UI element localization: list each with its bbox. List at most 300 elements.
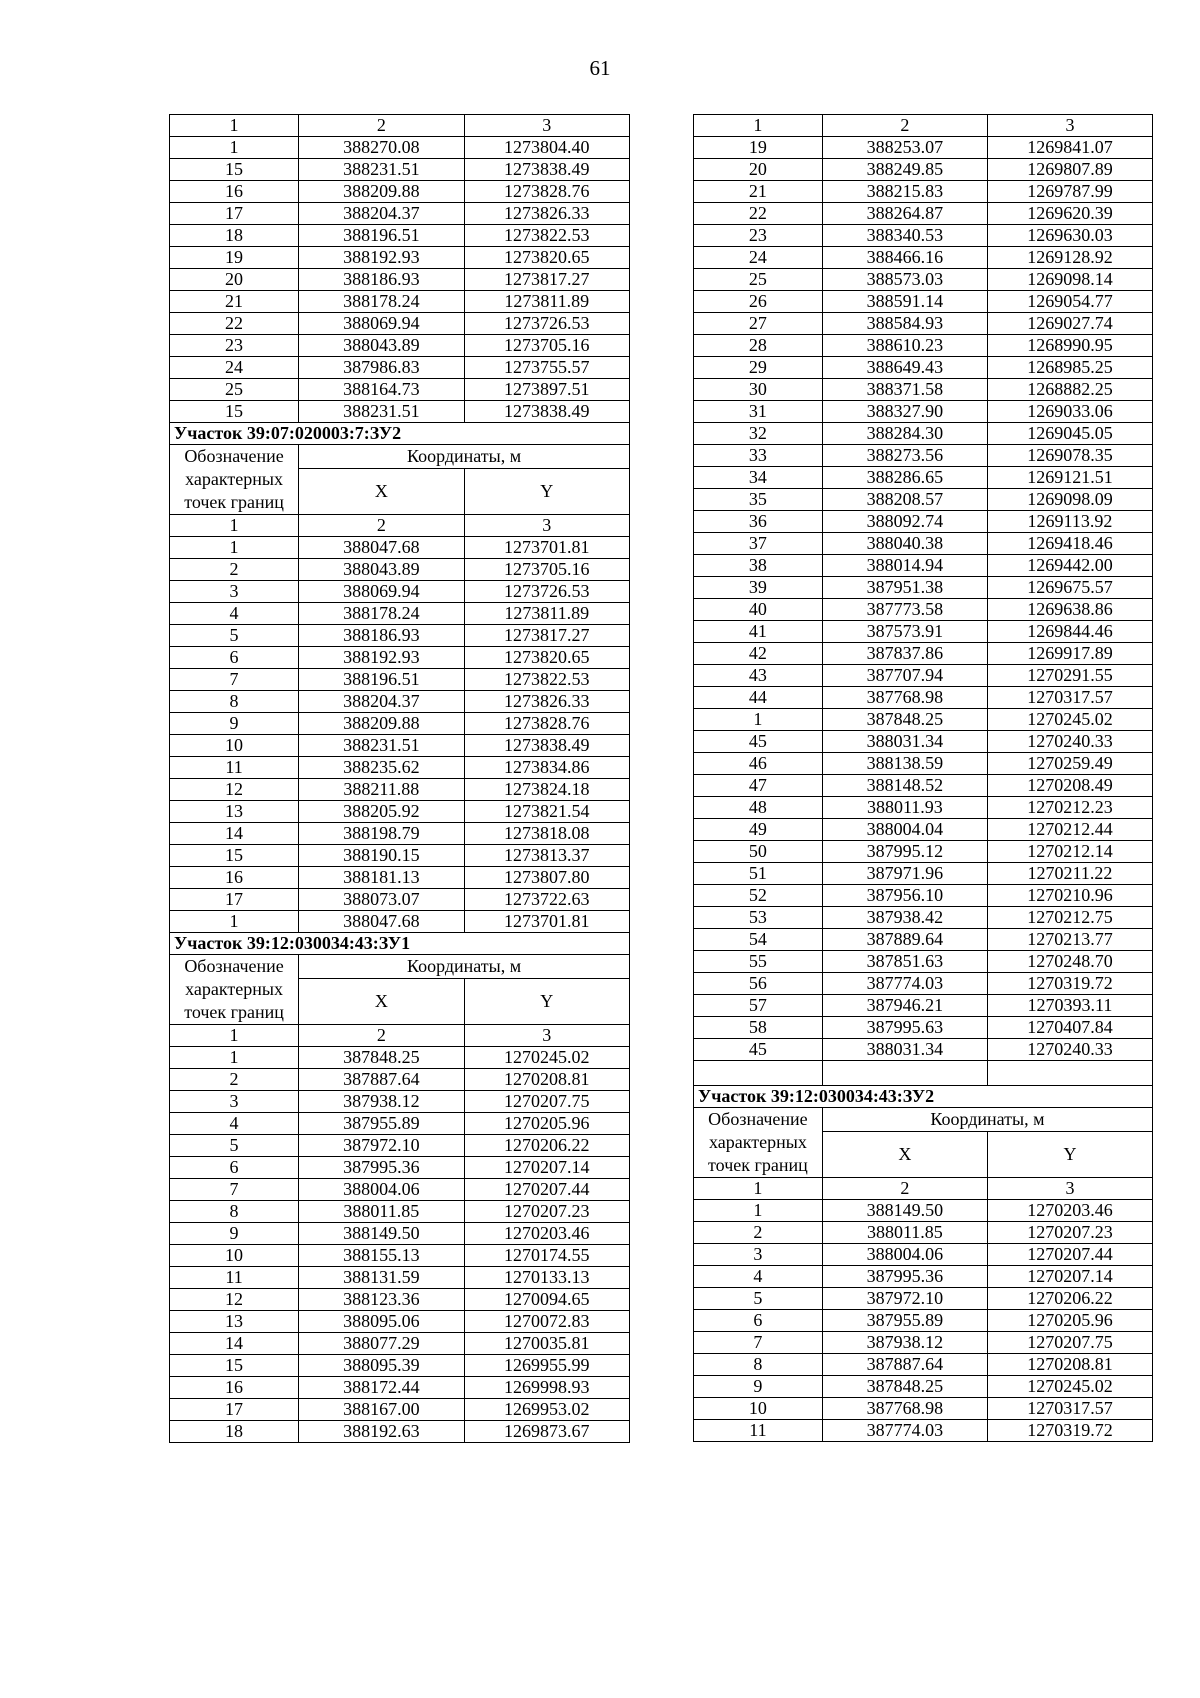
table-row: [170, 801, 630, 823]
y-coordinate-cell: 1273705.16: [464, 559, 629, 581]
point-number-cell: 23: [694, 225, 823, 247]
y-coordinate-cell: 1270393.11: [987, 995, 1152, 1017]
point-number-cell: 6: [170, 1157, 299, 1179]
column-number-row: [170, 515, 630, 537]
x-coordinate-cell: 388466.16: [822, 247, 987, 269]
table-row: [694, 555, 1153, 577]
point-number-cell: 9: [694, 1376, 823, 1398]
point-number-cell: 1: [170, 1047, 299, 1069]
x-coordinate-cell: 388270.08: [299, 137, 464, 159]
y-coordinate-cell: 1270072.83: [464, 1311, 629, 1333]
y-coordinate-cell: 1273811.89: [464, 291, 629, 313]
table-row: [170, 1289, 630, 1311]
table-row: [694, 1376, 1153, 1398]
y-coordinate-cell: 1273826.33: [464, 203, 629, 225]
table-row: [170, 1069, 630, 1091]
y-coordinate-cell: 1270319.72: [987, 1420, 1152, 1442]
y-coordinate-cell: 1273817.27: [464, 269, 629, 291]
column-number-cell: 2: [822, 115, 987, 137]
table-row: [170, 867, 630, 889]
table-row: [694, 379, 1153, 401]
table-row: [170, 691, 630, 713]
x-header: X: [822, 1131, 987, 1177]
column-number-cell: 1: [694, 115, 823, 137]
x-coordinate-cell: 388069.94: [299, 313, 464, 335]
x-coordinate-cell: 388253.07: [822, 137, 987, 159]
y-coordinate-cell: 1270213.77: [987, 929, 1152, 951]
y-coordinate-cell: 1273824.18: [464, 779, 629, 801]
y-coordinate-cell: 1270207.23: [987, 1222, 1152, 1244]
point-number-cell: 56: [694, 973, 823, 995]
table-row: [694, 929, 1153, 951]
table-row: [694, 489, 1153, 511]
y-coordinate-cell: 1270240.33: [987, 731, 1152, 753]
point-number-cell: 55: [694, 951, 823, 973]
point-number-cell: 26: [694, 291, 823, 313]
point-number-cell: 48: [694, 797, 823, 819]
point-number-cell: 31: [694, 401, 823, 423]
table-row: [170, 581, 630, 603]
y-coordinate-cell: 1273722.63: [464, 889, 629, 911]
y-coordinate-cell: 1270174.55: [464, 1245, 629, 1267]
table-row: [170, 225, 630, 247]
column-number-cell: 1: [170, 1025, 299, 1047]
x-coordinate-cell: 388215.83: [822, 181, 987, 203]
point-number-cell: 27: [694, 313, 823, 335]
y-coordinate-cell: 1270207.14: [987, 1266, 1152, 1288]
point-number-cell: 12: [170, 1289, 299, 1311]
table-row: [694, 533, 1153, 555]
y-coordinate-cell: 1269121.51: [987, 467, 1152, 489]
y-coordinate-cell: 1270248.70: [987, 951, 1152, 973]
x-coordinate-cell: 388069.94: [299, 581, 464, 603]
point-number-cell: 17: [170, 1399, 299, 1421]
x-header: X: [299, 468, 464, 514]
y-coordinate-cell: 1273838.49: [464, 735, 629, 757]
point-number-cell: 1: [694, 709, 823, 731]
table-row: [694, 863, 1153, 885]
point-number-cell: 3: [170, 581, 299, 603]
table-row: [694, 181, 1153, 203]
y-coordinate-cell: 1269638.86: [987, 599, 1152, 621]
header-row: [170, 445, 630, 469]
y-coordinate-cell: 1270291.55: [987, 665, 1152, 687]
y-coordinate-cell: 1269027.74: [987, 313, 1152, 335]
point-number-cell: 11: [170, 757, 299, 779]
x-coordinate-cell: 388211.88: [299, 779, 464, 801]
point-number-cell: 57: [694, 995, 823, 1017]
x-coordinate-cell: 387774.03: [822, 1420, 987, 1442]
points-designation-header: Обозначение характерных точек границ: [170, 445, 299, 515]
point-number-cell: 13: [170, 1311, 299, 1333]
y-coordinate-cell: 1273817.27: [464, 625, 629, 647]
table-row: [170, 247, 630, 269]
x-coordinate-cell: 388014.94: [822, 555, 987, 577]
y-coordinate-cell: 1270210.96: [987, 885, 1152, 907]
point-number-cell: 8: [170, 1201, 299, 1223]
table-row: [694, 621, 1153, 643]
y-coordinate-cell: 1269807.89: [987, 159, 1152, 181]
y-coordinate-cell: 1273818.08: [464, 823, 629, 845]
column-number-cell: 2: [299, 1025, 464, 1047]
x-coordinate-cell: 387995.12: [822, 841, 987, 863]
y-coordinate-cell: 1270208.49: [987, 775, 1152, 797]
y-coordinate-cell: 1273804.40: [464, 137, 629, 159]
x-coordinate-cell: 388192.93: [299, 247, 464, 269]
x-coordinate-cell: 388043.89: [299, 335, 464, 357]
table-row: [170, 603, 630, 625]
point-number-cell: 21: [694, 181, 823, 203]
x-coordinate-cell: 387951.38: [822, 577, 987, 599]
table-row: [694, 643, 1153, 665]
point-number-cell: 45: [694, 731, 823, 753]
table-row: [170, 1091, 630, 1113]
x-coordinate-cell: 388284.30: [822, 423, 987, 445]
x-coordinate-cell: 388209.88: [299, 181, 464, 203]
header-row: [170, 955, 630, 979]
x-coordinate-cell: 388043.89: [299, 559, 464, 581]
y-coordinate-cell: 1270206.22: [987, 1288, 1152, 1310]
table-row: [170, 1355, 630, 1377]
x-coordinate-cell: 388573.03: [822, 269, 987, 291]
y-coordinate-cell: 1270212.23: [987, 797, 1152, 819]
table-row: [694, 511, 1153, 533]
table-row: [694, 1288, 1153, 1310]
table-row: [694, 1398, 1153, 1420]
point-number-cell: 1: [170, 911, 299, 933]
table-row: [170, 1333, 630, 1355]
x-coordinate-cell: 388011.93: [822, 797, 987, 819]
column-number-cell: 3: [464, 115, 629, 137]
table-row: [694, 885, 1153, 907]
x-coordinate-cell: 387955.89: [822, 1310, 987, 1332]
table-row: [694, 709, 1153, 731]
y-coordinate-cell: 1270035.81: [464, 1333, 629, 1355]
page-number: 61: [589, 56, 611, 80]
x-coordinate-cell: 388138.59: [822, 753, 987, 775]
x-coordinate-cell: 387768.98: [822, 687, 987, 709]
x-coordinate-cell: 388095.39: [299, 1355, 464, 1377]
parcel-heading-row: [170, 933, 630, 955]
y-coordinate-cell: 1273897.51: [464, 379, 629, 401]
y-coordinate-cell: 1270245.02: [464, 1047, 629, 1069]
table-row: [694, 357, 1153, 379]
x-coordinate-cell: 387938.42: [822, 907, 987, 929]
point-number-cell: 16: [170, 181, 299, 203]
table-row: [694, 995, 1153, 1017]
table-row: [694, 599, 1153, 621]
y-coordinate-cell: 1273726.53: [464, 313, 629, 335]
table-row: [694, 577, 1153, 599]
y-coordinate-cell: 1269045.05: [987, 423, 1152, 445]
y-coordinate-cell: 1273828.76: [464, 181, 629, 203]
y-coordinate-cell: 1270207.75: [987, 1332, 1152, 1354]
point-number-cell: 7: [170, 669, 299, 691]
table-row: [694, 1354, 1153, 1376]
point-number-cell: 30: [694, 379, 823, 401]
table-row: [170, 1113, 630, 1135]
table-row: [694, 159, 1153, 181]
parcel-heading: Участок 39:07:020003:7:ЗУ2: [170, 423, 630, 445]
table-row: [170, 1311, 630, 1333]
table-row: [170, 1399, 630, 1421]
point-number-cell: 32: [694, 423, 823, 445]
y-coordinate-cell: 1269620.39: [987, 203, 1152, 225]
table-row: [694, 1017, 1153, 1039]
y-header: Y: [464, 978, 629, 1024]
point-number-cell: 15: [170, 159, 299, 181]
table-row: [170, 335, 630, 357]
y-coordinate-cell: 1270317.57: [987, 1398, 1152, 1420]
y-coordinate-cell: 1273701.81: [464, 537, 629, 559]
point-number-cell: 13: [170, 801, 299, 823]
y-coordinate-cell: 1269998.93: [464, 1377, 629, 1399]
parcel-heading: Участок 39:12:030034:43:ЗУ1: [170, 933, 630, 955]
x-coordinate-cell: 388031.34: [822, 1039, 987, 1061]
point-number-cell: 44: [694, 687, 823, 709]
y-coordinate-cell: 1270207.14: [464, 1157, 629, 1179]
table-row: [170, 137, 630, 159]
point-number-cell: 5: [694, 1288, 823, 1310]
table-row: [694, 423, 1153, 445]
y-coordinate-cell: 1270207.44: [987, 1244, 1152, 1266]
x-coordinate-cell: 387955.89: [299, 1113, 464, 1135]
y-coordinate-cell: 1269630.03: [987, 225, 1152, 247]
x-coordinate-cell: 388231.51: [299, 735, 464, 757]
column-number-cell: 3: [464, 515, 629, 537]
column-number-row: [694, 115, 1153, 137]
coordinates-header: Координаты, м: [299, 445, 630, 469]
x-coordinate-cell: 388190.15: [299, 845, 464, 867]
table-row: [694, 137, 1153, 159]
y-coordinate-cell: 1269844.46: [987, 621, 1152, 643]
y-coordinate-cell: 1270094.65: [464, 1289, 629, 1311]
x-coordinate-cell: 387887.64: [822, 1354, 987, 1376]
point-number-cell: 4: [694, 1266, 823, 1288]
x-coordinate-cell: 388181.13: [299, 867, 464, 889]
point-number-cell: 10: [694, 1398, 823, 1420]
table-row: [170, 735, 630, 757]
y-coordinate-cell: 1270207.44: [464, 1179, 629, 1201]
x-coordinate-cell: 388011.85: [299, 1201, 464, 1223]
x-coordinate-cell: 388192.63: [299, 1421, 464, 1443]
point-number-cell: 1: [170, 137, 299, 159]
point-number-cell: 6: [694, 1310, 823, 1332]
table-row: [694, 775, 1153, 797]
x-coordinate-cell: 387848.25: [822, 709, 987, 731]
table-row: [170, 889, 630, 911]
table-row: [170, 291, 630, 313]
point-number-cell: 5: [170, 1135, 299, 1157]
y-coordinate-cell: 1270245.02: [987, 1376, 1152, 1398]
x-coordinate-cell: 388167.00: [299, 1399, 464, 1421]
table-row: [694, 1310, 1153, 1332]
point-number-cell: 7: [694, 1332, 823, 1354]
column-number-cell: 3: [987, 115, 1152, 137]
y-coordinate-cell: 1270208.81: [987, 1354, 1152, 1376]
table-row: [694, 1039, 1153, 1061]
y-coordinate-cell: 1273828.76: [464, 713, 629, 735]
point-number-cell: 37: [694, 533, 823, 555]
column-number-row: [694, 1178, 1153, 1200]
x-coordinate-cell: 388178.24: [299, 291, 464, 313]
point-number-cell: 45: [694, 1039, 823, 1061]
x-coordinate-cell: 387848.25: [299, 1047, 464, 1069]
table-row: [694, 269, 1153, 291]
x-coordinate-cell: 388123.36: [299, 1289, 464, 1311]
header-row: [694, 1108, 1153, 1132]
y-coordinate-cell: 1269675.57: [987, 577, 1152, 599]
x-coordinate-cell: 388031.34: [822, 731, 987, 753]
y-coordinate-cell: 1270205.96: [987, 1310, 1152, 1332]
x-coordinate-cell: 388131.59: [299, 1267, 464, 1289]
point-number-cell: 16: [170, 1377, 299, 1399]
y-coordinate-cell: 1269841.07: [987, 137, 1152, 159]
y-coordinate-cell: 1273755.57: [464, 357, 629, 379]
y-coordinate-cell: 1270240.33: [987, 1039, 1152, 1061]
table-row: [170, 1267, 630, 1289]
y-coordinate-cell: 1270212.75: [987, 907, 1152, 929]
x-header: X: [299, 978, 464, 1024]
x-coordinate-cell: 387887.64: [299, 1069, 464, 1091]
y-coordinate-cell: 1273811.89: [464, 603, 629, 625]
x-coordinate-cell: 388340.53: [822, 225, 987, 247]
table-row: [694, 313, 1153, 335]
x-coordinate-cell: 388004.06: [822, 1244, 987, 1266]
parcel-heading: Участок 39:12:030034:43:ЗУ2: [694, 1086, 1153, 1108]
table-row: [170, 379, 630, 401]
x-coordinate-cell: 388205.92: [299, 801, 464, 823]
point-number-cell: 38: [694, 555, 823, 577]
x-coordinate-cell: 387946.21: [822, 995, 987, 1017]
x-coordinate-cell: 388273.56: [822, 445, 987, 467]
table-row: [694, 951, 1153, 973]
x-coordinate-cell: 388186.93: [299, 269, 464, 291]
point-number-cell: 5: [170, 625, 299, 647]
point-number-cell: 51: [694, 863, 823, 885]
x-coordinate-cell: 388172.44: [299, 1377, 464, 1399]
x-coordinate-cell: 387971.96: [822, 863, 987, 885]
x-coordinate-cell: 388327.90: [822, 401, 987, 423]
table-row: [170, 269, 630, 291]
x-coordinate-cell: 387889.64: [822, 929, 987, 951]
table-row: [694, 203, 1153, 225]
point-number-cell: 15: [170, 1355, 299, 1377]
y-coordinate-cell: 1268985.25: [987, 357, 1152, 379]
points-designation-header: Обозначение характерных точек границ: [694, 1108, 823, 1178]
table-row: [694, 1222, 1153, 1244]
x-coordinate-cell: 388196.51: [299, 225, 464, 247]
y-coordinate-cell: 1270205.96: [464, 1113, 629, 1135]
table-row: [170, 537, 630, 559]
y-coordinate-cell: 1269033.06: [987, 401, 1152, 423]
point-number-cell: 8: [694, 1354, 823, 1376]
point-number-cell: 11: [170, 1267, 299, 1289]
x-coordinate-cell: 387956.10: [822, 885, 987, 907]
x-coordinate-cell: 387995.36: [299, 1157, 464, 1179]
x-coordinate-cell: 388047.68: [299, 537, 464, 559]
y-coordinate-cell: 1269917.89: [987, 643, 1152, 665]
table-row: [170, 1179, 630, 1201]
x-coordinate-cell: 388011.85: [822, 1222, 987, 1244]
parcel-heading-row: [694, 1086, 1153, 1108]
point-number-cell: 10: [170, 735, 299, 757]
y-coordinate-cell: 1270206.22: [464, 1135, 629, 1157]
x-coordinate-cell: 387995.63: [822, 1017, 987, 1039]
x-coordinate-cell: 387851.63: [822, 951, 987, 973]
table-row: [694, 335, 1153, 357]
table-row: [694, 973, 1153, 995]
x-coordinate-cell: 388149.50: [822, 1200, 987, 1222]
table-row: [694, 225, 1153, 247]
x-coordinate-cell: 388148.52: [822, 775, 987, 797]
x-coordinate-cell: 388584.93: [822, 313, 987, 335]
point-number-cell: 15: [170, 401, 299, 423]
point-number-cell: 47: [694, 775, 823, 797]
x-coordinate-cell: 388040.38: [822, 533, 987, 555]
table-row: [694, 1266, 1153, 1288]
x-coordinate-cell: 388610.23: [822, 335, 987, 357]
y-coordinate-cell: 1269054.77: [987, 291, 1152, 313]
x-coordinate-cell: 388591.14: [822, 291, 987, 313]
table-row: [694, 1332, 1153, 1354]
point-number-cell: 29: [694, 357, 823, 379]
x-coordinate-cell: 387938.12: [822, 1332, 987, 1354]
table-row: [170, 1135, 630, 1157]
table-row: [170, 1201, 630, 1223]
y-coordinate-cell: 1273726.53: [464, 581, 629, 603]
point-number-cell: 16: [170, 867, 299, 889]
coordinates-header: Координаты, м: [299, 955, 630, 979]
y-coordinate-cell: 1273705.16: [464, 335, 629, 357]
y-coordinate-cell: 1269953.02: [464, 1399, 629, 1421]
table-row: [170, 845, 630, 867]
point-number-cell: 25: [694, 269, 823, 291]
x-coordinate-cell: 388186.93: [299, 625, 464, 647]
table-row: [170, 669, 630, 691]
coordinates-header: Координаты, м: [822, 1108, 1152, 1132]
point-number-cell: 49: [694, 819, 823, 841]
x-coordinate-cell: 388208.57: [822, 489, 987, 511]
table-row: [694, 665, 1153, 687]
points-designation-header: Обозначение характерных точек границ: [170, 955, 299, 1025]
table-row: [694, 907, 1153, 929]
right-coordinates-table: [693, 114, 1153, 1442]
table-row: [170, 1245, 630, 1267]
y-coordinate-cell: 1270212.14: [987, 841, 1152, 863]
y-coordinate-cell: 1269787.99: [987, 181, 1152, 203]
y-coordinate-cell: 1269955.99: [464, 1355, 629, 1377]
column-number-cell: 2: [299, 515, 464, 537]
table-row: [170, 911, 630, 933]
point-number-cell: 58: [694, 1017, 823, 1039]
y-coordinate-cell: 1270208.81: [464, 1069, 629, 1091]
point-number-cell: 34: [694, 467, 823, 489]
x-coordinate-cell: 388047.68: [299, 911, 464, 933]
y-coordinate-cell: 1270245.02: [987, 709, 1152, 731]
point-number-cell: 20: [170, 269, 299, 291]
column-number-cell: 2: [822, 1178, 987, 1200]
table-row: [694, 1244, 1153, 1266]
x-coordinate-cell: 387707.94: [822, 665, 987, 687]
x-coordinate-cell: 388264.87: [822, 203, 987, 225]
y-coordinate-cell: 1273826.33: [464, 691, 629, 713]
point-number-cell: 28: [694, 335, 823, 357]
y-coordinate-cell: 1269128.92: [987, 247, 1152, 269]
table-row: [170, 1421, 630, 1443]
table-row: [694, 841, 1153, 863]
x-coordinate-cell: 388196.51: [299, 669, 464, 691]
